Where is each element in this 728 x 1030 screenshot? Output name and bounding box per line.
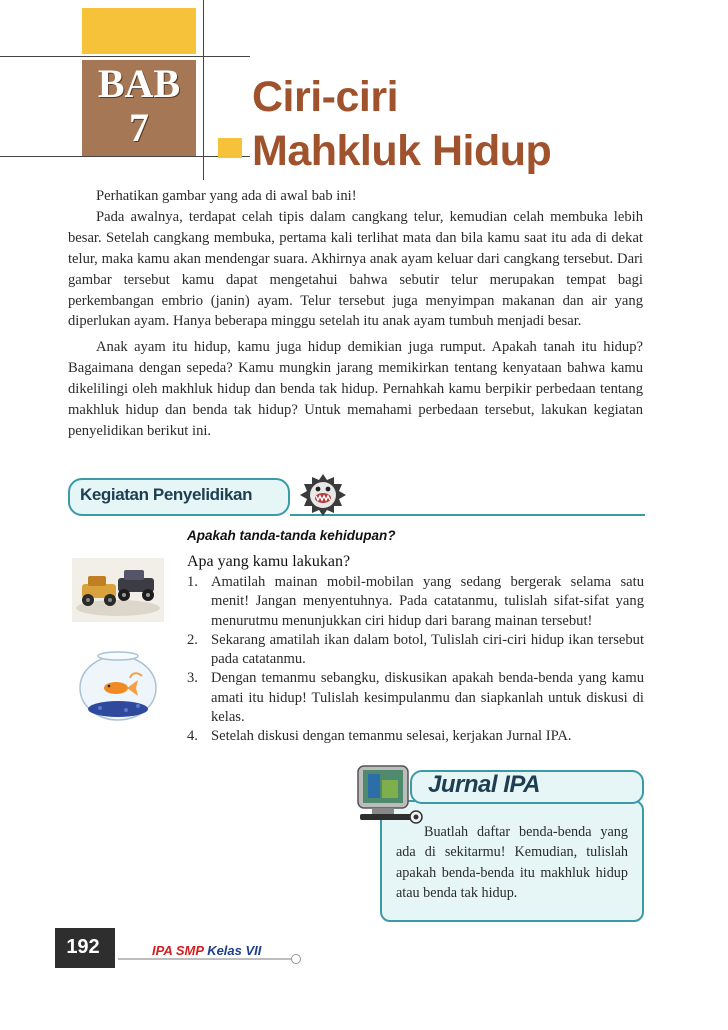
chapter-label: BAB 7 xyxy=(97,61,181,150)
page-number: 192 xyxy=(66,936,100,958)
chapter-color-block xyxy=(82,8,196,54)
intro-text xyxy=(68,186,643,442)
header-rule xyxy=(0,156,250,157)
activity-question: Apakah tanda-tanda kehidupan? xyxy=(187,528,396,543)
step-number: 2. xyxy=(187,631,198,648)
list-item xyxy=(187,573,644,631)
activity-steps xyxy=(187,573,644,747)
list-item xyxy=(187,631,644,670)
intro-paragraph: Perhatikan gambar yang ada di awal bab ini! xyxy=(96,188,357,204)
footer-level: SMP xyxy=(175,943,204,958)
intro-paragraph: Anak ayam itu hidup, kamu juga hidup demikian juga rumput. Apakah tanah itu hidup? Bagaimana dengan sepeda? Kamu mungkin jarang memikirkan tentang kenyataan bahwa kamu dikelilingi oleh makhluk hidup dan benda tak hidup. Pernahkah kamu berpikir perbedaan tentang makhluk hidup dan benda tak hidup? Untuk memahami perbedaan tersebut, lakukan kegiatan penyelidikan berikut ini. xyxy=(68,339,643,439)
fish-bowl-image xyxy=(72,642,164,724)
activity-subheading: Apa yang kamu lakukan? xyxy=(187,553,351,570)
list-item xyxy=(187,669,644,727)
header-rule xyxy=(0,56,250,57)
header-divider xyxy=(203,0,204,180)
toy-cars-image xyxy=(72,558,164,622)
footer-rule xyxy=(118,958,296,960)
step-text: Dengan temanmu sebangku, diskusikan apakah benda-benda yang kamu amati itu hidup! Tulislah kesimpulanmu dan siapkanlah untuk diskusi di kelas. xyxy=(211,670,644,726)
journal-paragraph: Buatlah daftar benda-benda yang ada di sekitarmu! Kemudian, tulislah apakah benda-benda itu makhluk hidup atau benda tak hidup. xyxy=(396,824,628,902)
activity-label: Kegiatan Penyelidikan xyxy=(80,485,253,504)
step-number: 4. xyxy=(187,728,198,745)
footer-class: Kelas VII xyxy=(207,943,262,958)
step-text: Setelah diskusi dengan temanmu selesai, kerjakan Jurnal IPA. xyxy=(211,728,572,745)
title-accent xyxy=(218,138,242,158)
list-item xyxy=(187,727,644,746)
magnifier-mascot-icon xyxy=(294,470,352,520)
footer-circle xyxy=(291,954,301,964)
journal-text xyxy=(396,822,628,904)
journal-title: Jurnal IPA xyxy=(428,771,540,798)
chapter-title-line1: Ciri-ciri xyxy=(252,73,399,121)
step-number: 1. xyxy=(187,574,198,590)
footer-book-title xyxy=(152,943,261,958)
step-text: Sekarang amatilah ikan dalam botol, Tulislah ciri-ciri hidup ikan tersebut pada catatanmu. xyxy=(211,631,644,668)
intro-paragraph: Pada awalnya, terdapat celah tipis dalam cangkang telur, kemudian celah membuka lebih besar. Setelah cangkang membuka, pertama kali terlihat mata dan bila kamu saat itu ada di dekat telur, maka kamu akan mendengar suara. Akhirnya anak ayam keluar dari cangkang tersebut. Dari gambar tersebut kamu dapat mengetahui bahwa sebutir telur merupakan tempat bagi perkembangan embrio (janin) ayam. Telur tersebut juga menyimpan makanan dan air yang diperlukan ayam. Hanya beberapa minggu setelah itu anak ayam tumbuh menjadi besar. xyxy=(68,208,643,330)
step-text: Amatilah mainan mobil-mobilan yang sedang bergerak selama satu menit! Jangan menyentuhnya. Pada catatanmu, tulislah sifat-sifat yang menurutmu menunjukkan ciri hidup dari barang mainan tersebut! xyxy=(211,574,644,629)
computer-icon xyxy=(354,762,428,828)
chapter-title-line2: Mahkluk Hidup xyxy=(252,127,552,175)
step-number: 3. xyxy=(187,670,198,687)
footer-subject: IPA xyxy=(152,943,173,958)
